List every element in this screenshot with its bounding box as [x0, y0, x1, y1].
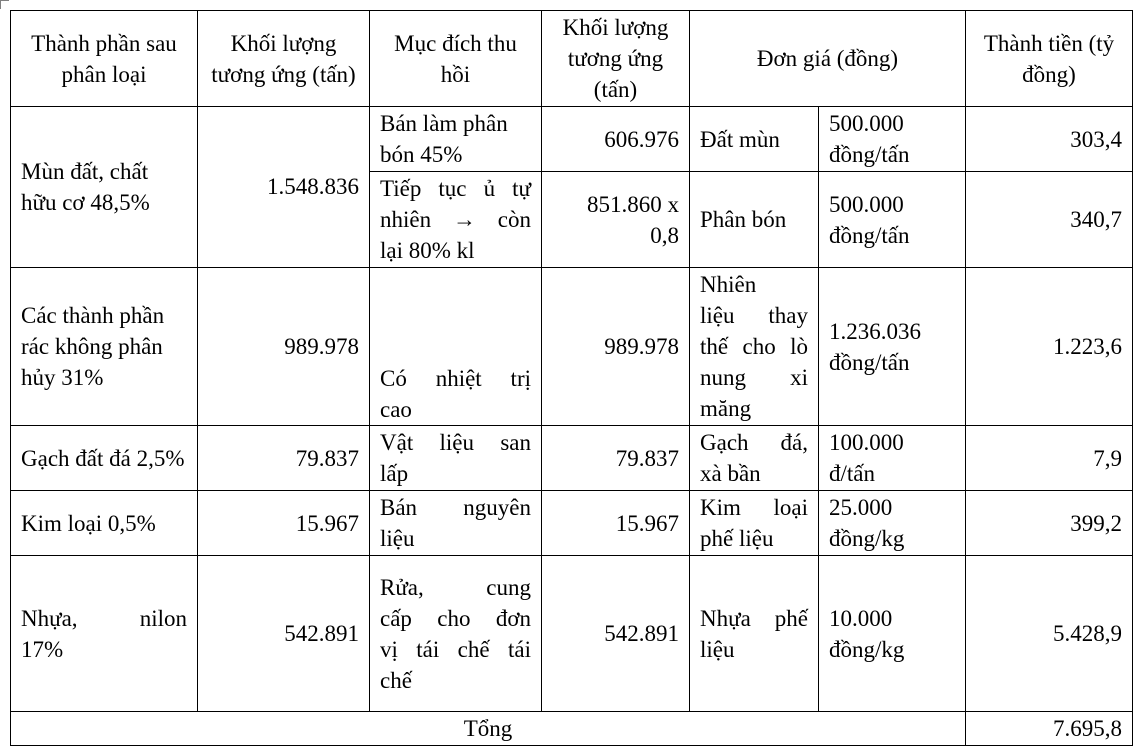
header-amount: Thành tiền (tỷ đồng) [966, 11, 1133, 107]
purpose-line: lại 80% kl [380, 238, 475, 263]
product-line: nung xi [700, 365, 808, 390]
product-line: thế cho lò [700, 334, 808, 359]
table-row [11, 491, 1133, 556]
product-cell [690, 556, 819, 712]
purpose-line: cấp cho đơn [380, 605, 531, 631]
mass2-cell: 79.837 [542, 426, 690, 491]
purpose-line: chế [380, 667, 412, 693]
product-line: Gạch đá, [700, 430, 808, 455]
total-amount: 7.695,8 [966, 712, 1133, 746]
product-cell [690, 491, 819, 556]
product-cell: Phân bón [690, 172, 819, 268]
header-mass-2: Khối lượng tương ứng (tấn) [542, 11, 690, 107]
product-line: phế liệu [700, 526, 774, 551]
mass-cell: 989.978 [198, 268, 370, 426]
mass-cell: 1.548.836 [198, 107, 370, 268]
purpose-cell: Bán làm phân bón 45% [370, 107, 542, 172]
product-cell [690, 268, 819, 426]
component-cell: Gạch đất đá 2,5% [11, 426, 198, 491]
component-cell: Mùn đất, chất hữu cơ 48,5% [11, 107, 198, 268]
price-cell: 500.000 đồng/tấn [819, 107, 966, 172]
product-line: liệu [700, 636, 735, 662]
mass2-cell: 989.978 [542, 268, 690, 426]
recovery-value-table [10, 10, 1133, 746]
amount-cell: 303,4 [966, 107, 1133, 172]
purpose-line: Có nhiệt trị [380, 366, 531, 391]
amount-cell: 1.223,6 [966, 268, 1133, 426]
product-line: Nhựa phế [700, 605, 808, 631]
purpose-cell [370, 556, 542, 712]
product-line: măng [700, 396, 752, 421]
mass2-cell: 606.976 [542, 107, 690, 172]
amount-cell: 399,2 [966, 491, 1133, 556]
mass2-cell [542, 172, 690, 268]
table-row [11, 268, 1133, 426]
price-cell: 1.236.036 đồng/tấn [819, 268, 966, 426]
total-label: Tổng [11, 712, 966, 746]
purpose-line: Tiếp tục ủ tự [380, 176, 531, 201]
price-cell: 500.000 đồng/tấn [819, 172, 966, 268]
purpose-cell [370, 172, 542, 268]
header-unit-price: Đơn giá (đồng) [690, 11, 966, 107]
component-line: 17% [21, 636, 64, 662]
component-cell [11, 556, 198, 712]
component-line: Nhựa, nilon [21, 605, 187, 631]
purpose-line: Rửa, cung [380, 574, 531, 600]
purpose-line: vị tái chế tái [380, 636, 531, 662]
amount-cell: 5.428,9 [966, 556, 1133, 712]
corner-mark [0, 0, 9, 9]
total-row [11, 712, 1133, 746]
mass-cell: 542.891 [198, 556, 370, 712]
product-line: xà bần [700, 461, 761, 486]
price-cell: 25.000 đồng/kg [819, 491, 966, 556]
product-cell [690, 426, 819, 491]
mass2-cell: 15.967 [542, 491, 690, 556]
purpose-cell [370, 426, 542, 491]
mass-cell: 79.837 [198, 426, 370, 491]
amount-cell: 340,7 [966, 172, 1133, 268]
purpose-line: nhiên → còn [380, 207, 531, 232]
table-row [11, 426, 1133, 491]
header-row [11, 11, 1133, 107]
amount-cell: 7,9 [966, 426, 1133, 491]
price-cell: 100.000 đ/tấn [819, 426, 966, 491]
mass-cell: 15.967 [198, 491, 370, 556]
mass2-line: 0,8 [650, 222, 679, 248]
product-line: Kim loại [700, 495, 808, 520]
product-line: Nhiên [700, 272, 757, 297]
table-row [11, 107, 1133, 172]
component-cell: Các thành phần rác không phân hủy 31% [11, 268, 198, 426]
purpose-line: lấp [380, 461, 409, 486]
purpose-cell [370, 491, 542, 556]
mass2-line: 851.860 x [587, 191, 679, 217]
header-purpose: Mục đích thu hồi [370, 11, 542, 107]
purpose-line: Bán nguyên [380, 495, 531, 520]
purpose-line: Vật liệu san [380, 430, 531, 455]
header-mass-1: Khối lượng tương ứng (tấn) [198, 11, 370, 107]
mass2-cell: 542.891 [542, 556, 690, 712]
product-line: liệu thay [700, 303, 808, 328]
component-cell: Kim loại 0,5% [11, 491, 198, 556]
purpose-line: liệu [380, 526, 415, 551]
product-cell: Đất mùn [690, 107, 819, 172]
table-row [11, 556, 1133, 712]
price-cell: 10.000 đồng/kg [819, 556, 966, 712]
purpose-line: cao [380, 397, 412, 422]
purpose-cell [370, 268, 542, 426]
header-component: Thành phần sau phân loại [11, 11, 198, 107]
